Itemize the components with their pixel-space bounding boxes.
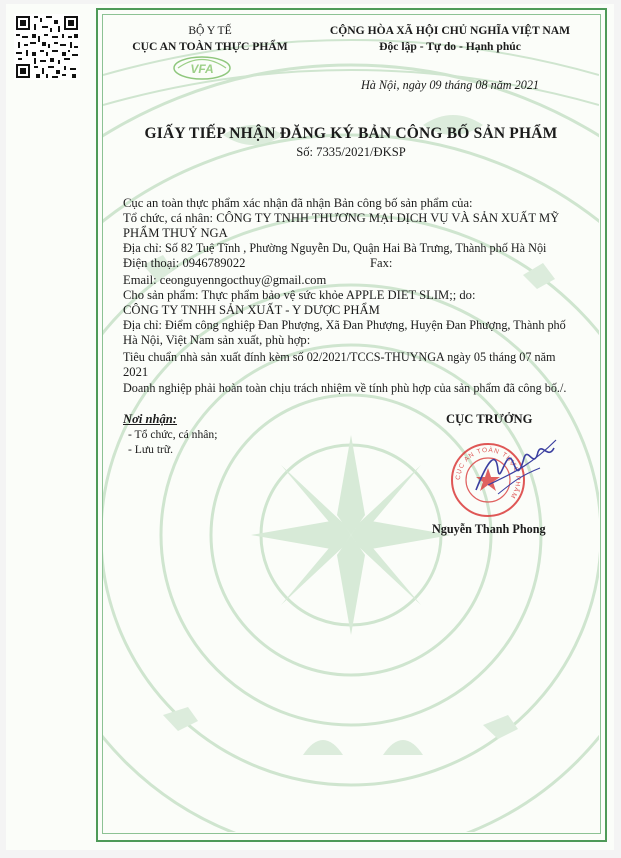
body-line-fax: Fax: — [370, 256, 393, 270]
body-line-standard: Tiêu chuẩn nhà sản xuất đính kèm số 02/2021/TCCS-THUYNGA ngày 05 tháng 07 năm — [123, 350, 556, 364]
vfa-logo — [172, 55, 232, 81]
recipient-item: - Tổ chức, cá nhân; — [128, 428, 218, 441]
body-line-manufacturer-address-cont: Hà Nội, Việt Nam sản xuất, phù hợp: — [123, 333, 311, 347]
stamp-ring-text: CỤC AN TOÀN THỰC PHẨM — [454, 446, 522, 501]
body-line-product: Cho sản phẩm: Thực phẩm bảo vệ sức khỏe APPLE DIET SLIM;; do: — [123, 288, 476, 302]
body-line-email: Email: ceonguyenngocthuy@gmail.com — [123, 273, 327, 287]
body-line-manufacturer: CÔNG TY TNHH SẢN XUẤT - Y DƯỢC PHẨM — [123, 303, 380, 317]
body-line-manufacturer-address: Địa chỉ: Điểm công nghiệp Đan Phượng, Xã Đan Phượng, Huyện Đan Phượng, Thành phố — [123, 318, 566, 332]
body-line-organization-cont: PHẨM THUỶ NGA — [123, 226, 228, 240]
recipient-item: - Lưu trữ. — [128, 443, 174, 456]
ministry-name: BỘ Y TẾ — [188, 24, 232, 37]
recipients-heading: Nơi nhận: — [123, 412, 178, 426]
body-line-responsibility: Doanh nghiệp phải hoàn toàn chịu trách nhiệm về tính phù hợp của sản phẩm đã công bố./. — [123, 381, 567, 395]
handwritten-signature — [468, 430, 558, 510]
document-number: Số: 7335/2021/ĐKSP — [296, 145, 406, 159]
agency-name: CỤC AN TOÀN THỰC PHẨM — [132, 40, 288, 53]
national-motto: Độc lập - Tự do - Hạnh phúc — [379, 40, 521, 53]
body-line-organization: Tổ chức, cá nhân: CÔNG TY TNHH THƯƠNG MẠI DỊCH VỤ VÀ SẢN XUẤT MỸ — [123, 211, 560, 225]
vfa-logo-text: VFA — [190, 62, 214, 76]
signer-name: Nguyễn Thanh Phong — [432, 522, 546, 536]
country-name: CỘNG HÒA XÃ HỘI CHỦ NGHĨA VIỆT NAM — [329, 24, 571, 37]
signer-position: CỤC TRƯỞNG — [446, 412, 533, 426]
body-line-standard-year: 2021 — [123, 365, 149, 379]
body-line-address: Địa chỉ: Số 82 Tuệ Tĩnh , Phường Nguyễn Du, Quận Hai Bà Trưng, Thành phố Hà Nội — [123, 241, 547, 255]
qr-code — [14, 14, 80, 80]
body-line-phone: Điện thoại: 0946789022 — [123, 256, 246, 270]
body-line-intro: Cục an toàn thực phẩm xác nhận đã nhận Bản công bố sản phẩm của: — [123, 196, 473, 210]
document-title: GIẤY TIẾP NHẬN ĐĂNG KÝ BẢN CÔNG BỐ SẢN PHẨM — [144, 125, 558, 142]
place-date: Hà Nội, ngày 09 tháng 08 năm 2021 — [360, 78, 540, 92]
